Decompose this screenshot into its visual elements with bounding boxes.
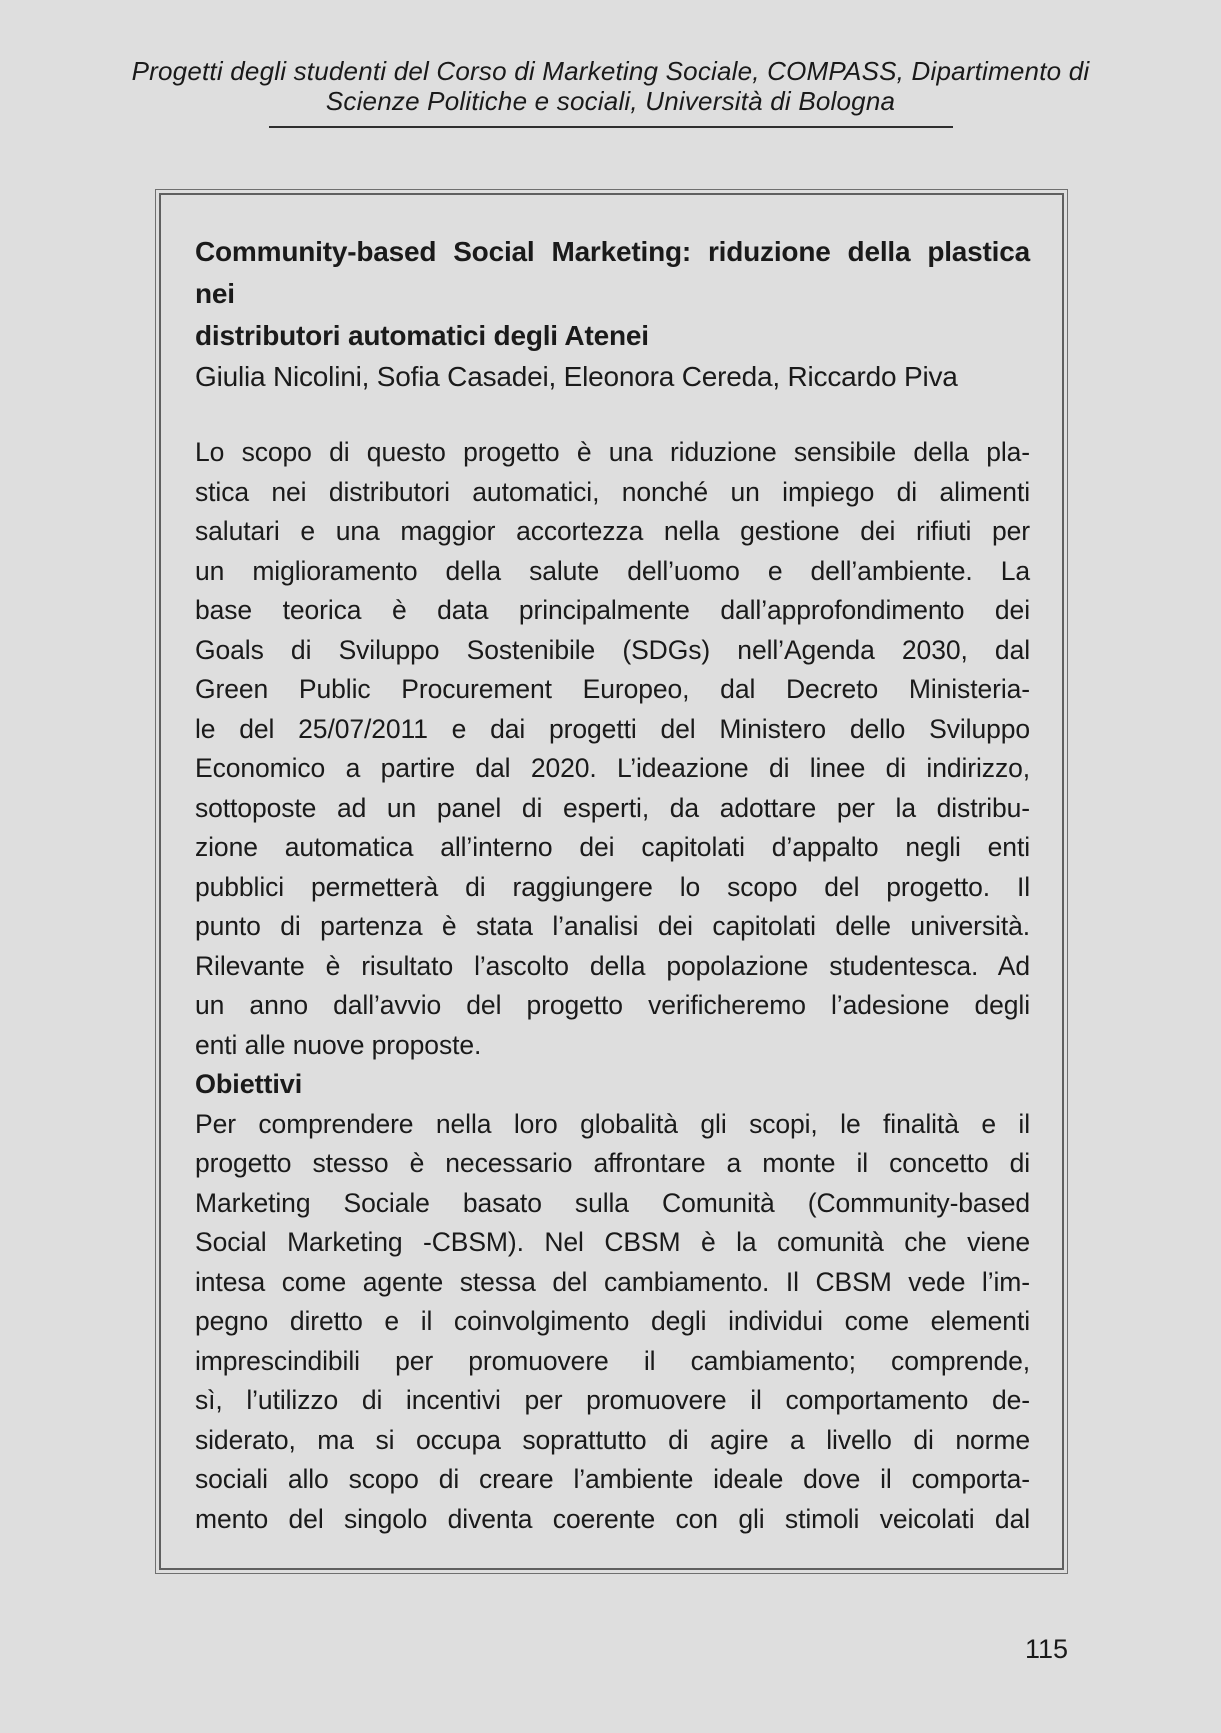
objectives-line: sociali allo scopo di creare l’ambiente ideale dove il comporta-	[195, 1464, 1030, 1494]
objectives-line: sì, l’utilizzo di incentivi per promuovere il comportamento de-	[195, 1385, 1030, 1415]
abstract-line: salutari e una maggior accortezza nella gestione dei rifiuti per	[195, 516, 1030, 546]
objectives-line: mento del singolo diventa coerente con gli stimoli veicolati dal	[195, 1503, 1030, 1534]
objectives-line: Marketing Sociale basato sulla Comunità (Community-based	[195, 1187, 1030, 1218]
article-body	[195, 433, 1030, 1539]
article-authors: Giulia Nicolini, Sofia Casadei, Eleonora Cereda, Riccardo Piva	[195, 361, 958, 392]
running-header-line2: Scienze Politiche e sociali, Università di Bologna	[325, 86, 896, 116]
abstract-line: pubblici permetterà di raggiungere lo scopo del progetto. Il	[195, 871, 1030, 902]
abstract-line: Lo scopo di questo progetto è una riduzione sensibile della pla-	[195, 437, 1030, 467]
abstract-line: base teorica è data principalmente dall’approfondimento dei	[195, 595, 1030, 625]
abstract-line: stica nei distributori automatici, nonché un impiego di alimenti	[195, 476, 1030, 507]
abstract-line: enti alle nuove proposte.	[195, 1029, 482, 1060]
abstract-line: un miglioramento della salute dell’uomo e dell’ambiente. La	[195, 555, 1030, 586]
abstract-line: un anno dall’avvio del progetto verificheremo l’adesione degli	[195, 990, 1030, 1020]
abstract-line: Green Public Procurement Europeo, dal Decreto Ministeria-	[195, 674, 1030, 704]
header-rule	[269, 126, 953, 128]
article-frame	[155, 189, 1068, 1574]
abstract-line: le del 25/07/2011 e dai progetti del Ministero dello Sviluppo	[195, 713, 1030, 744]
objectives-line: intesa come agente stessa del cambiamento. Il CBSM vede l’im-	[195, 1266, 1030, 1297]
objectives-line: imprescindibili per promuovere il cambiamento; comprende,	[195, 1345, 1030, 1376]
page-footer	[155, 1634, 1068, 1664]
page-number: 115	[1024, 1634, 1068, 1664]
objectives-line: progetto stesso è necessario affrontare a monte il concetto di	[195, 1148, 1030, 1178]
abstract-line: sottoposte ad un panel di esperti, da adottare per la distribu-	[195, 792, 1030, 823]
article-frame-inner	[159, 193, 1064, 1570]
running-header-line1: Progetti degli studenti del Corso di Marketing Sociale, COMPASS, Dipartimento di	[131, 56, 1090, 86]
article-title-line: Community-based Social Marketing: riduzione della plastica nei	[195, 236, 1030, 309]
abstract-line: Rilevante è risultato l’ascolto della popolazione studentesca. Ad	[195, 950, 1030, 981]
abstract-line: Goals di Sviluppo Sostenibile (SDGs) nell’Agenda 2030, dal	[195, 634, 1030, 665]
article-title-line: distributori automatici degli Atenei	[195, 320, 649, 351]
abstract-line: zione automatica all’interno dei capitolati d’appalto negli enti	[195, 832, 1030, 862]
objectives-line: pegno diretto e il coinvolgimento degli individui come elementi	[195, 1306, 1030, 1336]
objectives-line: Social Marketing -CBSM). Nel CBSM è la comunità che viene	[195, 1227, 1030, 1257]
article-title	[195, 231, 1030, 357]
abstract-line: punto di partenza è stata l’analisi dei capitolati delle università.	[195, 911, 1030, 941]
abstract-line: Economico a partire dal 2020. L’ideazione di linee di indirizzo,	[195, 753, 1030, 783]
paragraph-abstract	[195, 433, 1030, 1065]
objectives-line: Per comprendere nella loro globalità gli scopi, le finalità e il	[195, 1108, 1030, 1139]
objectives-line: siderato, ma si occupa soprattutto di agire a livello di norme	[195, 1424, 1030, 1455]
paragraph-objectives	[195, 1105, 1030, 1540]
running-header	[0, 0, 1221, 128]
section-heading-obiettivi: Obiettivi	[195, 1069, 303, 1099]
